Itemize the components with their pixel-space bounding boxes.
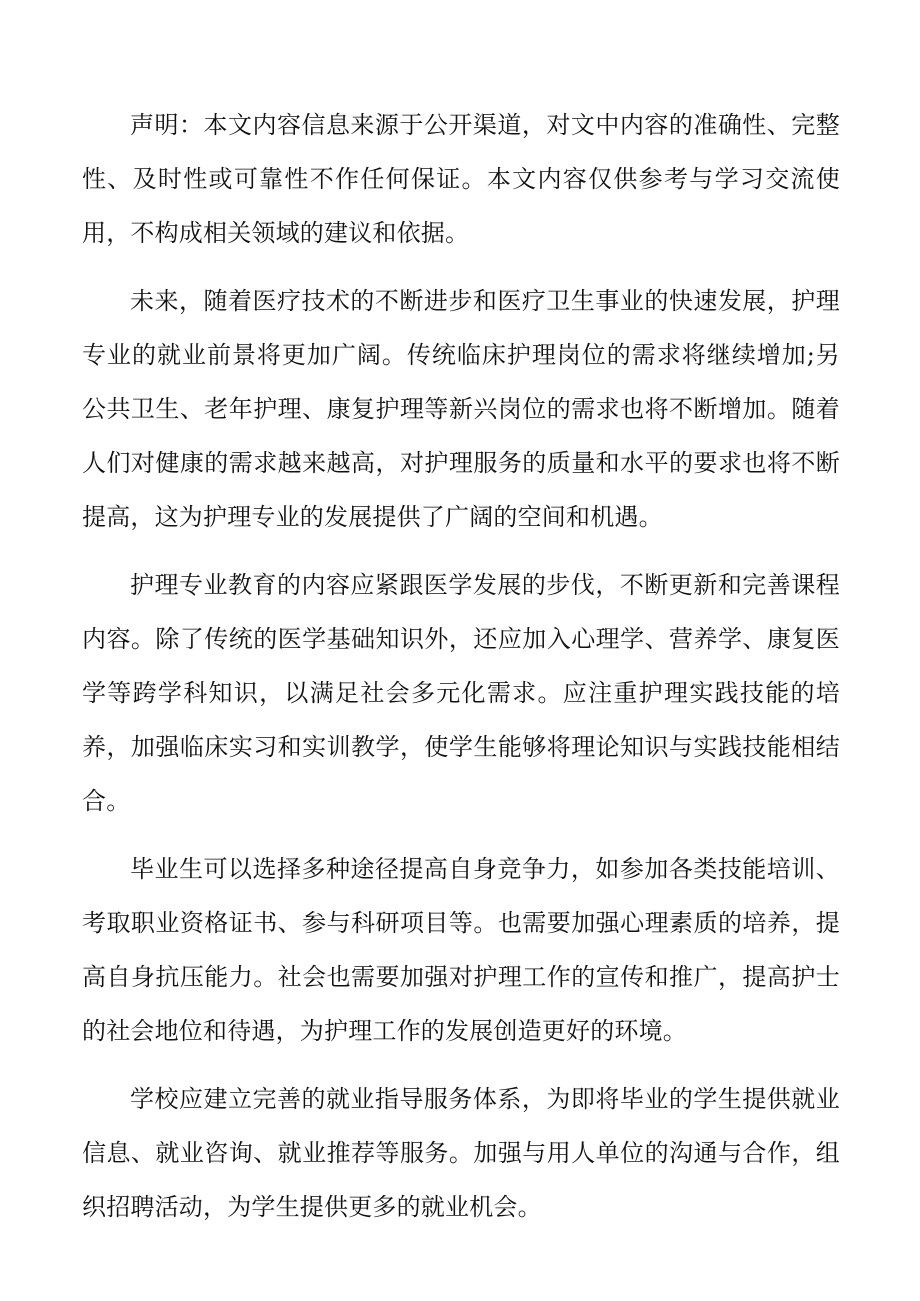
disclaimer-paragraph: 声明：本文内容信息来源于公开渠道，对文中内容的准确性、完整性、及时性或可靠性不作任何保证。本文内容仅供参考与学习交流使用，不构成相关领域的建议和依据。 [82,111,840,247]
employment-guidance-paragraph: 学校应建立完善的就业指导服务体系，为即将毕业的学生提供就业信息、就业咨询、就业推荐等服务。加强与用人单位的沟通与合作，组织招聘活动，为学生提供更多的就业机会。 [82,1085,840,1221]
graduate-competitiveness-paragraph: 毕业生可以选择多种途径提高自身竞争力，如参加各类技能培训、考取职业资格证书、参与科研项目等。也需要加强心理素质的培养，提高自身抗压能力。社会也需要加强对护理工作的宣传和推广，提高护士的社会地位和待遇，为护理工作的发展创造更好的环境。 [82,855,840,1045]
employment-outlook-paragraph: 未来，随着医疗技术的不断进步和医疗卫生事业的快速发展，护理专业的就业前景将更加广阔。传统临床护理岗位的需求将继续增加;另公共卫生、老年护理、康复护理等新兴岗位的需求也将不断增加。随着人们对健康的需求越来越高，对护理服务的质量和水平的要求也将不断提高，这为护理专业的发展提供了广阔的空间和机遇。 [82,287,840,531]
education-content-paragraph: 护理专业教育的内容应紧跟医学发展的步伐，不断更新和完善课程内容。除了传统的医学基础知识外，还应加入心理学、营养学、康复医学等跨学科知识，以满足社会多元化需求。应注重护理实践技能的培养，加强临床实习和实训教学，使学生能够将理论知识与实践技能相结合。 [82,571,840,815]
document-page [82,98,840,1248]
